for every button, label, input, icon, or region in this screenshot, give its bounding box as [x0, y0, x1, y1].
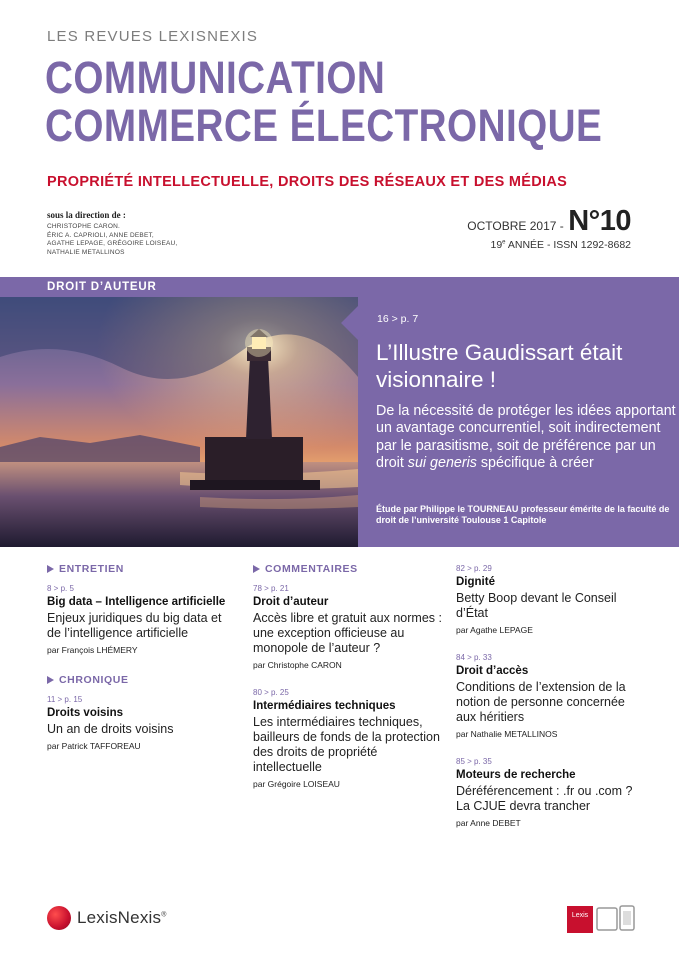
section-head-entretien — [47, 562, 237, 576]
article-author: par Christophe CARON — [253, 660, 342, 670]
toc-article — [456, 564, 646, 635]
section-head-label: COMMENTAIRES — [265, 563, 358, 575]
article-author: par Grégoire LOISEAU — [253, 779, 340, 789]
direction-line: CHRISTOPHE CARON. — [47, 223, 120, 230]
article-summary: Un an de droits voisins — [47, 722, 174, 736]
article-title: Intermédiaires techniques — [253, 700, 396, 712]
article-title: Droits voisins — [47, 707, 124, 719]
toc-column-3 — [456, 556, 646, 828]
publisher-name: LES REVUES LEXISNEXIS — [47, 28, 259, 45]
article-title: Moteurs de recherche — [456, 769, 576, 781]
toc-article — [456, 653, 646, 739]
article-title: Droit d’auteur — [253, 596, 329, 608]
article-title: Big data – Intelligence artificielle — [47, 596, 226, 608]
devices-icon — [596, 904, 636, 934]
toc-column-2 — [253, 562, 443, 789]
section-head-label: CHRONIQUE — [59, 674, 129, 686]
lead-text-end: spécifique à créer — [476, 455, 594, 472]
toc-article — [47, 584, 237, 655]
triangle-icon — [47, 565, 54, 573]
year-sup: e — [502, 239, 506, 246]
journal-title — [45, 54, 602, 150]
article-ref: 82 > p. 29 — [456, 564, 492, 573]
triangle-icon — [253, 565, 260, 573]
feature-headline: L’Illustre Gaudissart était visionnaire ! — [376, 340, 623, 392]
lead-italic: sui generis — [407, 455, 477, 472]
article-ref: 78 > p. 21 — [253, 584, 289, 593]
article-author: par François LHÉMERY — [47, 645, 138, 655]
article-ref: 85 > p. 35 — [456, 757, 492, 766]
direction-names — [47, 223, 247, 257]
article-author: par Patrick TAFFOREAU — [47, 741, 141, 751]
article-ref: 80 > p. 25 — [253, 688, 289, 697]
feature-panel — [358, 297, 679, 547]
article-title: Dignité — [456, 576, 495, 588]
issue-info — [467, 205, 631, 251]
year-rest: ANNÉE - ISSN 1292-8682 — [505, 239, 631, 251]
logo-reg: ® — [161, 911, 167, 919]
journal-subtitle: PROPRIÉTÉ INTELLECTUELLE, DROITS DES RÉSEAUX ET DES MÉDIAS — [47, 174, 568, 190]
feature-byline: Étude par Philippe le TOURNEAU professeur émérite de la faculté de droit de l’université Toulouse 1 Capitole — [376, 504, 670, 525]
direction-line: ÉRIC A. CAPRIOLI, ANNE DEBET, — [47, 231, 154, 239]
article-author: par Nathalie METALLINOS — [456, 729, 558, 739]
toc-article — [253, 584, 443, 670]
lighthouse-photo — [0, 297, 358, 547]
direction-line: AGATHE LEPAGE, GRÉGOIRE LOISEAU, — [47, 240, 178, 248]
journal-title-line2: COMMERCE ÉLECTRONIQUE — [45, 100, 603, 151]
toc-article — [456, 757, 646, 828]
article-summary: Déréférencement : .fr ou .com ? La CJUE devra trancher — [456, 784, 633, 813]
article-summary: Betty Boop devant le Conseil d’État — [456, 591, 617, 620]
section-band-label: DROIT D’AUTEUR — [47, 281, 157, 293]
toc-article — [253, 688, 443, 789]
feature-lead — [376, 403, 676, 473]
lighthouse-illustration — [0, 297, 358, 547]
section-head-commentaires — [253, 562, 443, 576]
article-ref: 11 > p. 15 — [47, 695, 83, 704]
article-summary: Enjeux juridiques du big data et de l’intelligence artificielle — [47, 611, 222, 640]
editorial-direction — [47, 210, 247, 257]
article-author: par Anne DEBET — [456, 818, 521, 828]
article-ref: 84 > p. 33 — [456, 653, 492, 662]
section-head-label: ENTRETIEN — [59, 563, 124, 575]
issue-date: OCTOBRE 2017 - — [467, 219, 564, 233]
toc-column-1 — [47, 562, 237, 751]
article-ref: 8 > p. 5 — [47, 584, 74, 593]
lexis-badge: Lexis — [567, 906, 593, 933]
logo-text: LexisNexis — [77, 908, 162, 927]
article-author: par Agathe LEPAGE — [456, 625, 533, 635]
lead-text: De la nécessité de protéger les idées apportant un avantage concurrentiel, soit indirectement par le parasitisme, soit de préférence par un droit — [376, 403, 676, 472]
article-summary: Accès libre et gratuit aux normes : une exception officieuse au monopole de l’auteur ? — [253, 611, 442, 655]
lexisnexis-logo — [47, 906, 167, 930]
lexisnexis-logo-icon — [47, 906, 71, 930]
journal-title-line1: COMMUNICATION — [45, 52, 386, 103]
direction-head: sous la direction de : — [47, 210, 126, 220]
article-summary: Les intermédiaires techniques, bailleurs de fonds de la protection des droits de propriété intellectuelle — [253, 715, 440, 774]
logo-word — [77, 908, 167, 928]
toc-article — [47, 695, 237, 751]
article-summary: Conditions de l’extension de la notion de personne concernée aux héritiers — [456, 680, 626, 724]
section-head-chronique — [47, 673, 237, 687]
feature-ref: 16 > p. 7 — [377, 313, 419, 325]
direction-line: NATHALIE METALLINOS — [47, 248, 125, 256]
issue-number: N°10 — [568, 205, 631, 237]
issue-year — [467, 239, 631, 251]
article-title: Droit d’accès — [456, 665, 529, 677]
year-number: 19 — [490, 239, 503, 251]
triangle-icon — [47, 676, 54, 684]
